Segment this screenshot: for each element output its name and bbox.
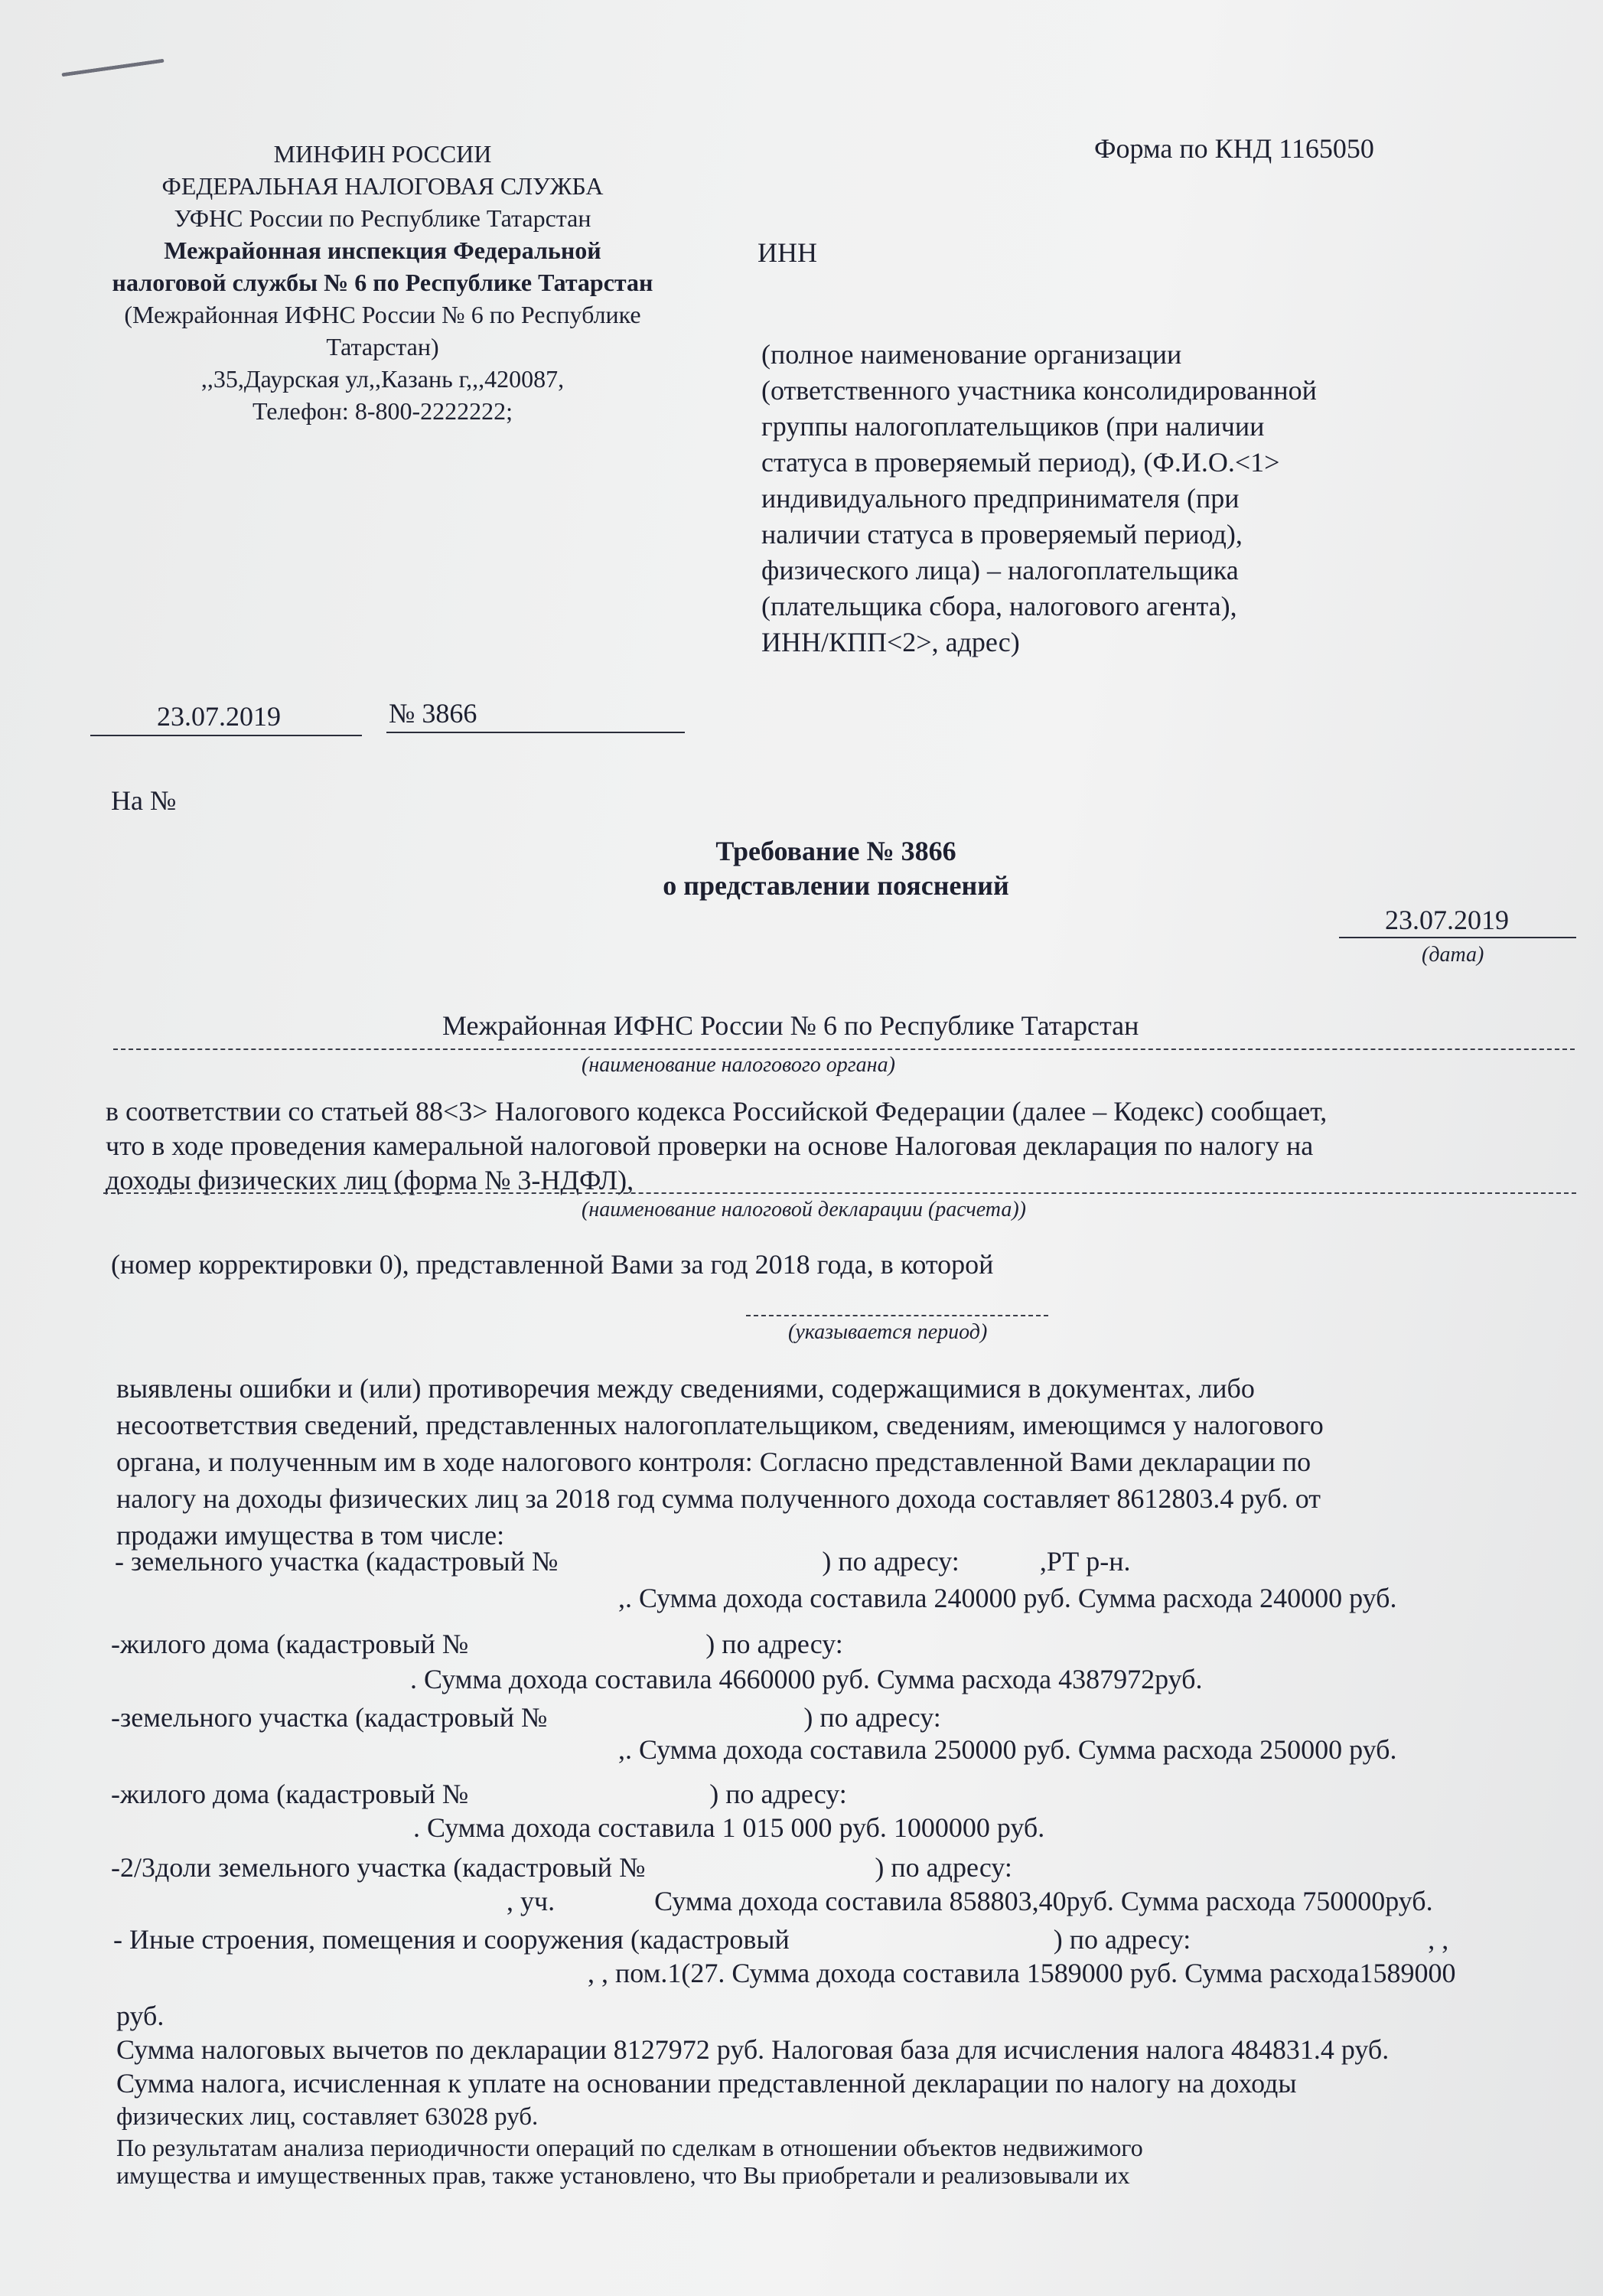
item-cadastral-label: -земельного участка (кадастровый № — [111, 1702, 548, 1733]
recipient-note-line: (ответственного участника консолидированной — [761, 375, 1317, 406]
authority-address: ,,35,Даурская ул,,Казань г,,,420087, — [200, 365, 565, 393]
property-item — [115, 1544, 1131, 1578]
item-cadastral-label: - Иные строения, помещения и сооружения (кадастровый — [113, 1924, 790, 1955]
item-address-label: ) по адресу: — [1053, 1924, 1191, 1955]
property-item-amounts — [507, 1884, 1433, 1918]
authority-inspection-cont: налоговой службы № 6 по Республике Татарстан — [112, 269, 653, 296]
intro-paragraph — [106, 1094, 1327, 1198]
tail-line: руб. — [116, 2001, 165, 2031]
item-address-label: ) по адресу: — [705, 1629, 843, 1659]
property-item-amounts: ,. Сумма дохода составила 250000 руб. Сумма расхода 250000 руб. — [618, 1734, 1397, 1765]
item-cadastral-label: -2/3доли земельного участка (кадастровый № — [111, 1852, 646, 1883]
authority-header — [77, 138, 689, 427]
recipient-note-line: наличии статуса в проверяемый период), — [761, 519, 1243, 550]
intro-line: доходы физических лиц (форма № 3-НДФЛ), — [106, 1165, 634, 1195]
body-paragraph — [116, 1370, 1324, 1554]
inn-label: ИНН — [758, 237, 817, 268]
recipient-note-line: индивидуального предпринимателя (при — [761, 483, 1240, 514]
body-line: органа, и полученным им в ходе налогового контроля: Согласно представленной Вами декларации по — [116, 1446, 1311, 1477]
item-amounts-text: Сумма дохода составила 858803,40руб. Сумма расхода 750000руб. — [654, 1886, 1433, 1916]
pen-mark — [61, 59, 164, 77]
item-address-label: ) по адресу: — [822, 1546, 960, 1577]
authority-short-name-cont: Татарстан) — [326, 333, 439, 360]
recipient-note — [761, 337, 1317, 660]
declaration-caption: (наименование налоговой декларации (расчета)) — [582, 1198, 1026, 1221]
tail-line: По результатам анализа периодичности операций по сделкам в отношении объектов недвижимого — [116, 2134, 1143, 2161]
tail-line: Сумма налоговых вычетов по декларации 8127972 руб. Налоговая база для исчисления налога 484831.4 руб. — [116, 2034, 1390, 2065]
item-cadastral-label: -жилого дома (кадастровый № — [111, 1779, 469, 1809]
body-line: выявлены ошибки и (или) противоречия между сведениями, содержащимися в документах, либо — [116, 1373, 1255, 1404]
recipient-note-line: физического лица) – налогоплательщика — [761, 555, 1239, 585]
property-item — [111, 1701, 941, 1734]
item-cadastral-label: -жилого дома (кадастровый № — [111, 1629, 469, 1659]
document-subtitle: о представлении пояснений — [663, 870, 1009, 901]
property-item-amounts: . Сумма дохода составила 4660000 руб. Сумма расхода 4387972руб. — [410, 1664, 1203, 1694]
authority-inspection: Межрайонная инспекция Федеральной — [164, 236, 601, 264]
body-line: несоответствия сведений, представленных налогоплательщиком, сведениям, имеющимся у налогового — [116, 1410, 1324, 1440]
registration-number-underline — [386, 732, 685, 733]
document-title: Требование № 3866 — [715, 836, 956, 866]
declaration-underline — [103, 1192, 1576, 1194]
item-address-fragment: , уч. — [507, 1886, 556, 1916]
period-caption: (указывается период) — [788, 1320, 988, 1344]
form-code: Форма по КНД 1165050 — [1094, 133, 1374, 164]
property-item — [111, 1851, 1012, 1884]
authority-short-name: (Межрайонная ИФНС России № 6 по Республике — [124, 301, 641, 328]
property-item — [111, 1777, 847, 1811]
property-item-amounts: ,. Сумма дохода составила 240000 руб. Сумма расхода 240000 руб. — [618, 1583, 1397, 1613]
item-address-label: ) по адресу: — [875, 1852, 1012, 1883]
period-underline — [746, 1315, 1048, 1316]
tax-organ-caption: (наименование налогового органа) — [582, 1053, 895, 1077]
item-cadastral-label: - земельного участка (кадастровый № — [115, 1546, 559, 1577]
property-item — [111, 1627, 843, 1661]
recipient-note-line: статуса в проверяемый период), (Ф.И.О.<1> — [761, 447, 1280, 478]
item-address-fragment: ,РТ р-н. — [1039, 1546, 1131, 1577]
authority-ministry: МИНФИН РОССИИ — [273, 140, 492, 168]
property-item — [113, 1923, 1448, 1956]
body-line: продажи имущества в том числе: — [116, 1520, 505, 1551]
tail-line: Сумма налога, исчисленная к уплате на основании представленной декларации по налогу на доходы — [116, 2068, 1297, 2099]
property-item-amounts: , , пом.1(27. Сумма дохода составила 1589000 руб. Сумма расхода1589000 — [588, 1958, 1456, 1988]
document-date-caption: (дата) — [1422, 943, 1484, 967]
item-address-fragment: , , — [1428, 1924, 1449, 1955]
reply-to-number: На № — [111, 785, 177, 816]
recipient-note-line: ИНН/КПП<2>, адрес) — [761, 627, 1020, 657]
authority-service: ФЕДЕРАЛЬНАЯ НАЛОГОВАЯ СЛУЖБА — [161, 172, 604, 200]
item-address-label: ) по адресу: — [709, 1779, 847, 1809]
document-date-underline — [1339, 937, 1576, 938]
registration-number: № 3866 — [389, 698, 477, 729]
recipient-note-line: группы налогоплательщиков (при наличии — [761, 411, 1265, 442]
body-line: налогу на доходы физических лиц за 2018 год сумма полученного дохода составляет 8612803.4 руб. от — [116, 1483, 1321, 1514]
tail-line: физических лиц, составляет 63028 руб. — [116, 2103, 539, 2131]
correction-line: (номер корректировки 0), представленной Вами за год 2018 года, в которой — [111, 1249, 994, 1280]
registration-date-underline — [90, 735, 362, 736]
document-date: 23.07.2019 — [1385, 905, 1509, 935]
authority-phone: Телефон: 8-800-2222222; — [252, 397, 513, 425]
tail-paragraph — [116, 1999, 1389, 2189]
tax-organ-underline — [113, 1049, 1575, 1050]
item-address-label: ) по адресу: — [803, 1702, 941, 1733]
recipient-note-line: (плательщика сбора, налогового агента), — [761, 591, 1237, 621]
property-item-amounts: . Сумма дохода составила 1 015 000 руб. 1000000 руб. — [413, 1812, 1045, 1843]
registration-date: 23.07.2019 — [157, 701, 281, 732]
tax-organ-name: Межрайонная ИФНС России № 6 по Республике Татарстан — [442, 1010, 1139, 1041]
tail-line: имущества и имущественных прав, также установлено, что Вы приобретали и реализовывали их — [116, 2161, 1130, 2189]
intro-line: в соответствии со статьей 88<3> Налогового кодекса Российской Федерации (далее – Кодекс) сообщает, — [106, 1096, 1328, 1127]
intro-line: что в ходе проведения камеральной налоговой проверки на основе Налоговая декларация по налогу на — [106, 1130, 1314, 1161]
recipient-note-line: (полное наименование организации — [761, 339, 1182, 370]
authority-ufns: УФНС России по Республике Татарстан — [174, 204, 591, 232]
